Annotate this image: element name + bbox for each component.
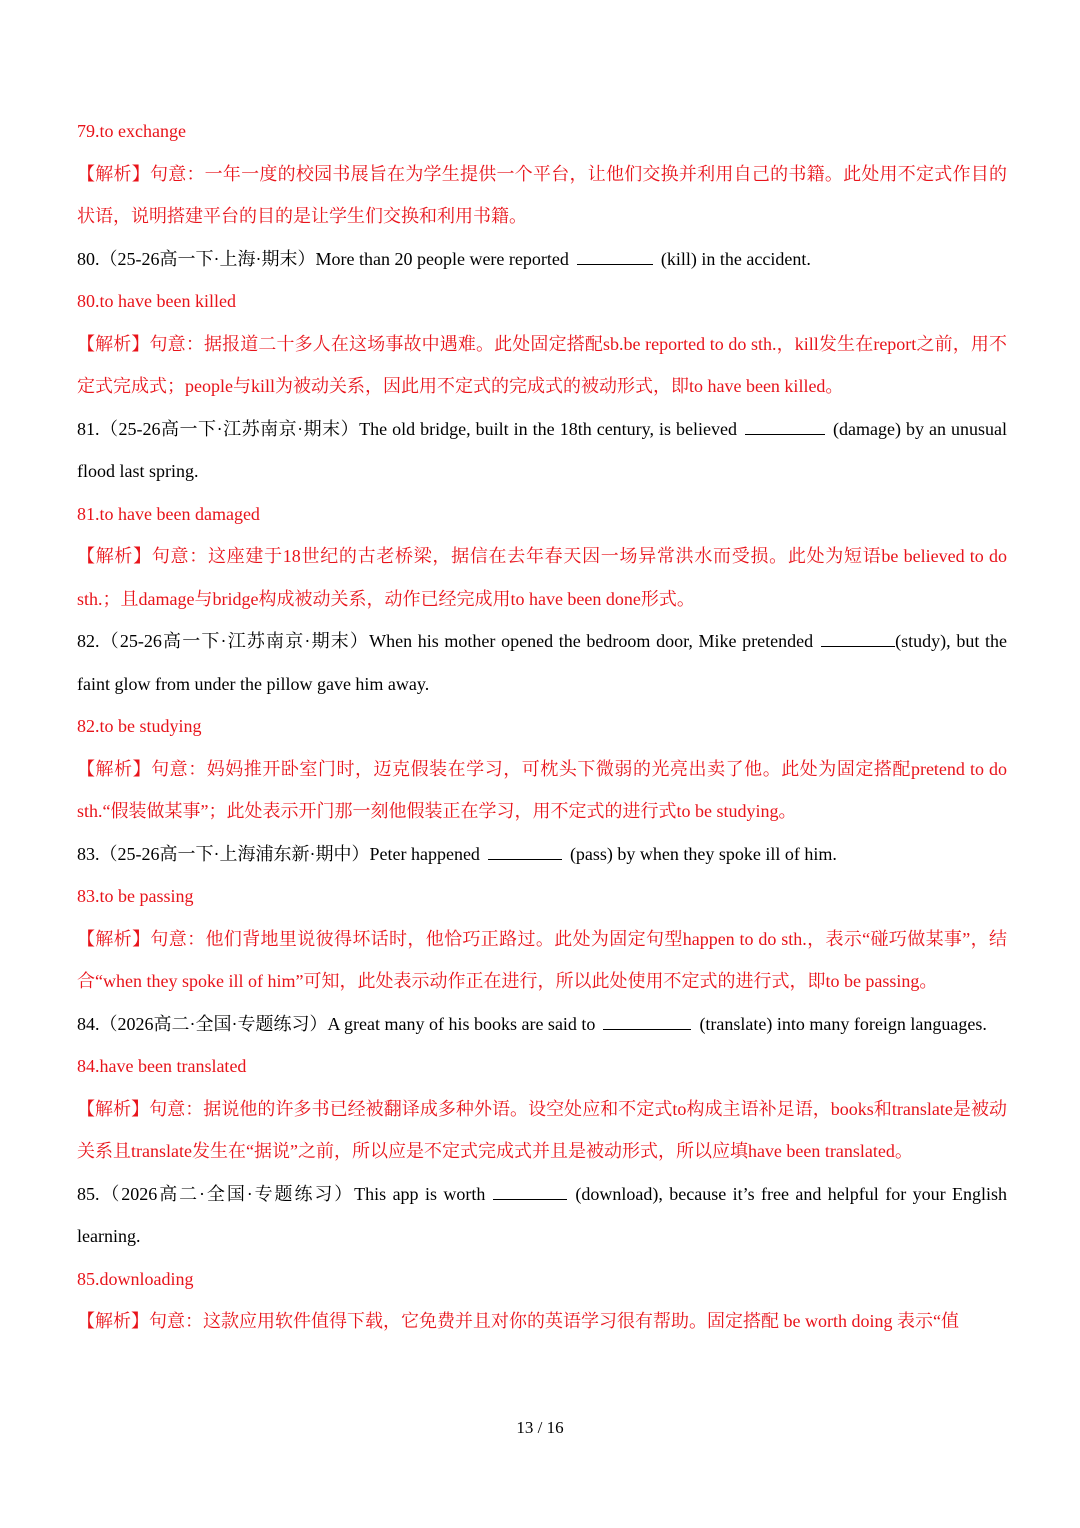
question-83 xyxy=(77,833,1007,876)
question-85 xyxy=(77,1173,1007,1258)
question-82 xyxy=(77,620,1007,705)
question-82-after: (study), but the faint glow from under the pillow gave him away. xyxy=(77,631,1007,694)
analysis-79: 【解析】句意：一年一度的校园书展旨在为学生提供一个平台，让他们交换并利用自己的书籍。此处用不定式作目的状语，说明搭建平台的目的是让学生们交换和利用书籍。 xyxy=(77,163,1007,226)
answer-blank xyxy=(603,1013,691,1030)
question-83-before: 83.（25-26高一下·上海浦东新·期中）Peter happened xyxy=(77,843,480,864)
question-84 xyxy=(77,1003,1007,1046)
answer-84: 84.have been translated xyxy=(77,1056,247,1076)
answer-blank xyxy=(493,1183,567,1200)
analysis-84: 【解析】句意：据说他的许多书已经被翻译成多种外语。设空处应和不定式to构成主语补足语，books和translate是被动关系且translate发生在“据说”之前，所以应是不定式完成式并且是被动形式，所以应填have been translated。 xyxy=(77,1098,1007,1161)
analysis-81: 【解析】句意：这座建于18世纪的古老桥梁，据信在去年春天因一场异常洪水而受损。此处为短语be believed to do sth.；且damage与bridge构成被动关系，动作已经完成用to have been done形式。 xyxy=(77,546,1007,609)
analysis-82: 【解析】句意：妈妈推开卧室门时，迈克假装在学习，可枕头下微弱的光亮出卖了他。此处为固定搭配pretend to do sth.“假装做某事”；此处表示开门那一刻他假装正在学习，用不定式的进行式to be studying。 xyxy=(77,758,1007,821)
question-85-after: (download), because it’s free and helpful for your English learning. xyxy=(77,1183,1007,1246)
answer-blank xyxy=(488,843,562,860)
question-80-after: (kill) in the accident. xyxy=(660,248,811,269)
question-85-before: 85.（2026高二·全国·专题练习）This app is worth xyxy=(77,1183,486,1204)
answer-80: 80.to have been killed xyxy=(77,291,236,311)
answer-81: 81.to have been damaged xyxy=(77,503,260,524)
question-84-after: (translate) into many foreign languages. xyxy=(699,1013,987,1034)
question-80-before: 80.（25-26高一下·上海·期末）More than 20 people were reported xyxy=(77,248,569,269)
question-83-after: (pass) by when they spoke ill of him. xyxy=(569,843,837,864)
question-84-before: 84.（2026高二·全国·专题练习）A great many of his books are said to xyxy=(77,1013,596,1034)
answer-82: 82.to be studying xyxy=(77,716,202,736)
answer-79: 79.to exchange xyxy=(77,121,186,141)
answer-83: 83.to be passing xyxy=(77,886,194,906)
answer-blank xyxy=(577,248,653,265)
question-82-before: 82.（25-26高一下·江苏南京·期末）When his mother opened the bedroom door, Mike pretended xyxy=(77,631,814,651)
question-81 xyxy=(77,408,1007,493)
answer-blank xyxy=(745,418,825,435)
page-content xyxy=(77,110,1007,1343)
page-number: 13 / 16 xyxy=(516,1418,564,1437)
analysis-85: 【解析】句意：这款应用软件值得下载，它免费并且对你的英语学习很有帮助。固定搭配 be worth doing 表示“值 xyxy=(77,1311,959,1331)
question-80 xyxy=(77,238,1007,281)
question-81-before: 81.（25-26高一下·江苏南京·期末）The old bridge, built in the 18th century, is believed xyxy=(77,418,738,439)
question-81-after: (damage) by an unusual flood last spring. xyxy=(77,418,1007,481)
analysis-83: 【解析】句意：他们背地里说彼得坏话时，他恰巧正路过。此处为固定句型happen to do sth.，表示“碰巧做某事”，结合“when they spoke ill of him”可知，此处表示动作正在进行，所以此处使用不定式的进行式，即to be passing。 xyxy=(77,928,1007,991)
analysis-80: 【解析】句意：据报道二十多人在这场事故中遇难。此处固定搭配sb.be reported to do sth.，kill发生在report之前，用不定式完成式；people与kill为被动关系，因此用不定式的完成式的被动形式，即to have been killed。 xyxy=(77,333,1007,396)
answer-blank xyxy=(821,630,895,647)
answer-85: 85.downloading xyxy=(77,1268,194,1289)
